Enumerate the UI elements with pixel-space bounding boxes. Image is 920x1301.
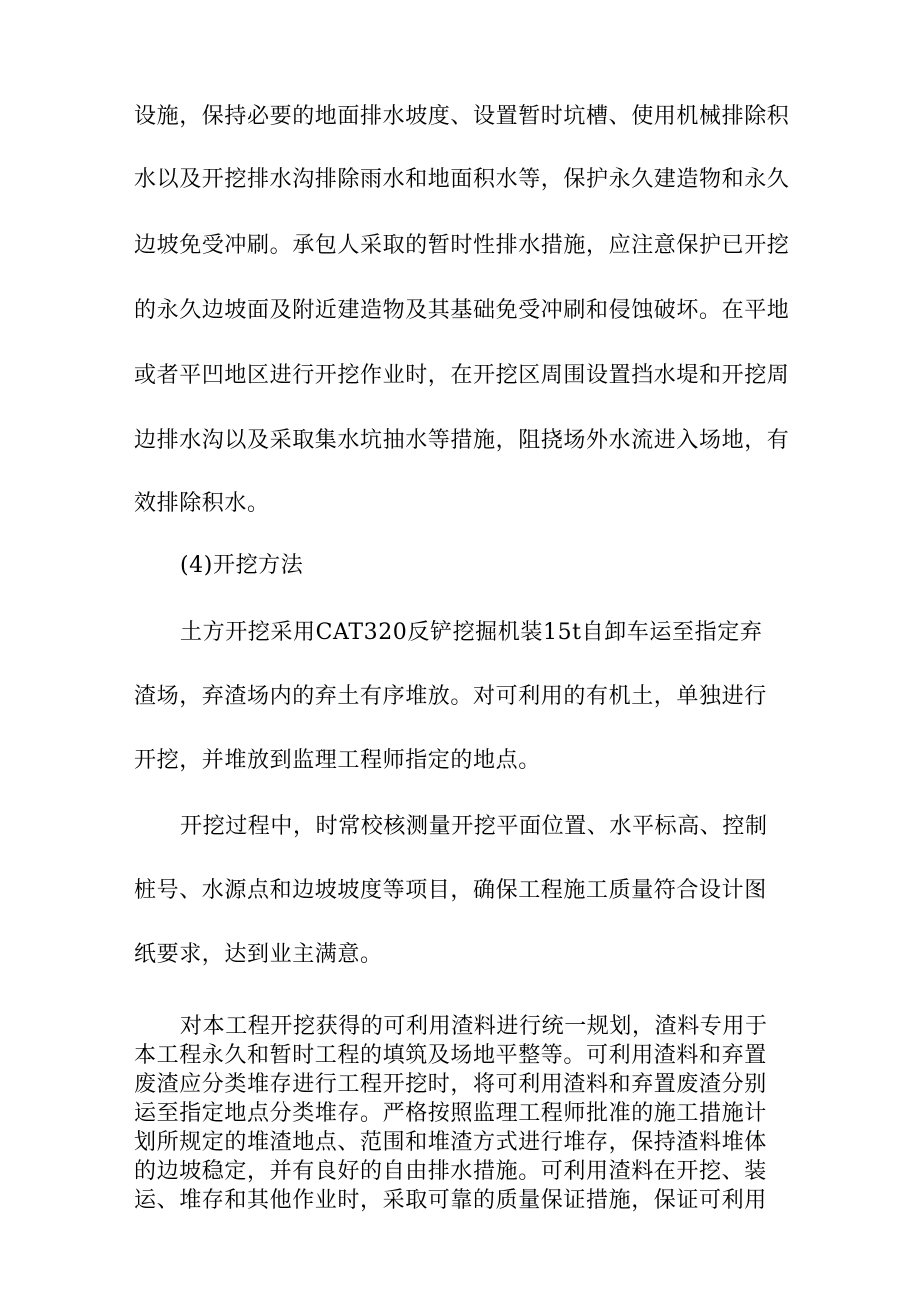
paragraph-3-line-3: 纸要求，达到业主满意。 — [134, 942, 383, 967]
paragraph-4-line-5: 划所规定的堆渣地点、范围和堆渣方式进行堆存，保持渣料堆体 — [134, 1130, 767, 1155]
paragraph-4-line-4: 运至指定地点分类堆存。严格按照监理工程师批准的施工措施计 — [134, 1101, 767, 1126]
section-heading: (4)开挖方法 — [180, 553, 304, 578]
paragraph-1-line-2: 水以及开挖排水沟排除雨水和地面积水等，保护永久建造物和永久 — [134, 167, 790, 192]
paragraph-1-line-4: 的永久边坡面及附近建造物及其基础免受冲刷和侵蚀破坏。在平地 — [134, 298, 790, 323]
paragraph-1-line-5: 或者平凹地区进行开挖作业时，在开挖区周围设置挡水堤和开挖周 — [134, 363, 790, 388]
paragraph-2-line-3: 开挖，并堆放到监理工程师指定的地点。 — [134, 748, 541, 773]
paragraph-1-line-3: 边坡免受冲刷。承包人采取的暂时性排水措施，应注意保护已开挖 — [134, 233, 790, 258]
paragraph-4-line-2: 本工程永久和暂时工程的填筑及场地平整等。可利用渣料和弃置 — [134, 1043, 767, 1068]
paragraph-1-line-1: 设施，保持必要的地面排水坡度、设置暂时坑槽、使用机械排除积 — [134, 104, 790, 129]
paragraph-3-line-2: 桩号、水源点和边坡坡度等项目，确保工程施工质量符合设计图 — [134, 878, 767, 903]
paragraph-4-line-1: 对本工程开挖获得的可利用渣料进行统一规划，渣料专用于 — [180, 1014, 768, 1039]
paragraph-3-line-1: 开挖过程中，时常校核测量开挖平面位置、水平标高、控制 — [180, 814, 768, 839]
paragraph-2-line-2: 渣场，弃渣场内的弃土有序堆放。对可利用的有机土，单独进行 — [134, 684, 767, 709]
paragraph-1-line-7: 效排除积水。 — [134, 491, 270, 516]
paragraph-4-line-3: 废渣应分类堆存进行工程开挖时，将可利用渣料和弃置废渣分别 — [134, 1072, 767, 1097]
paragraph-2-line-1: 土方开挖采用CAT320反铲挖掘机装15t自卸车运至指定弃 — [180, 620, 763, 645]
paragraph-4-line-7: 运、堆存和其他作业时，采取可靠的质量保证措施，保证可利用 — [134, 1188, 767, 1213]
paragraph-4-line-6: 的边坡稳定，并有良好的自由排水措施。可利用渣料在开挖、装 — [134, 1159, 767, 1184]
paragraph-1-line-6: 边排水沟以及采取集水坑抽水等措施，阻挠场外水流进入场地，有 — [134, 428, 790, 453]
